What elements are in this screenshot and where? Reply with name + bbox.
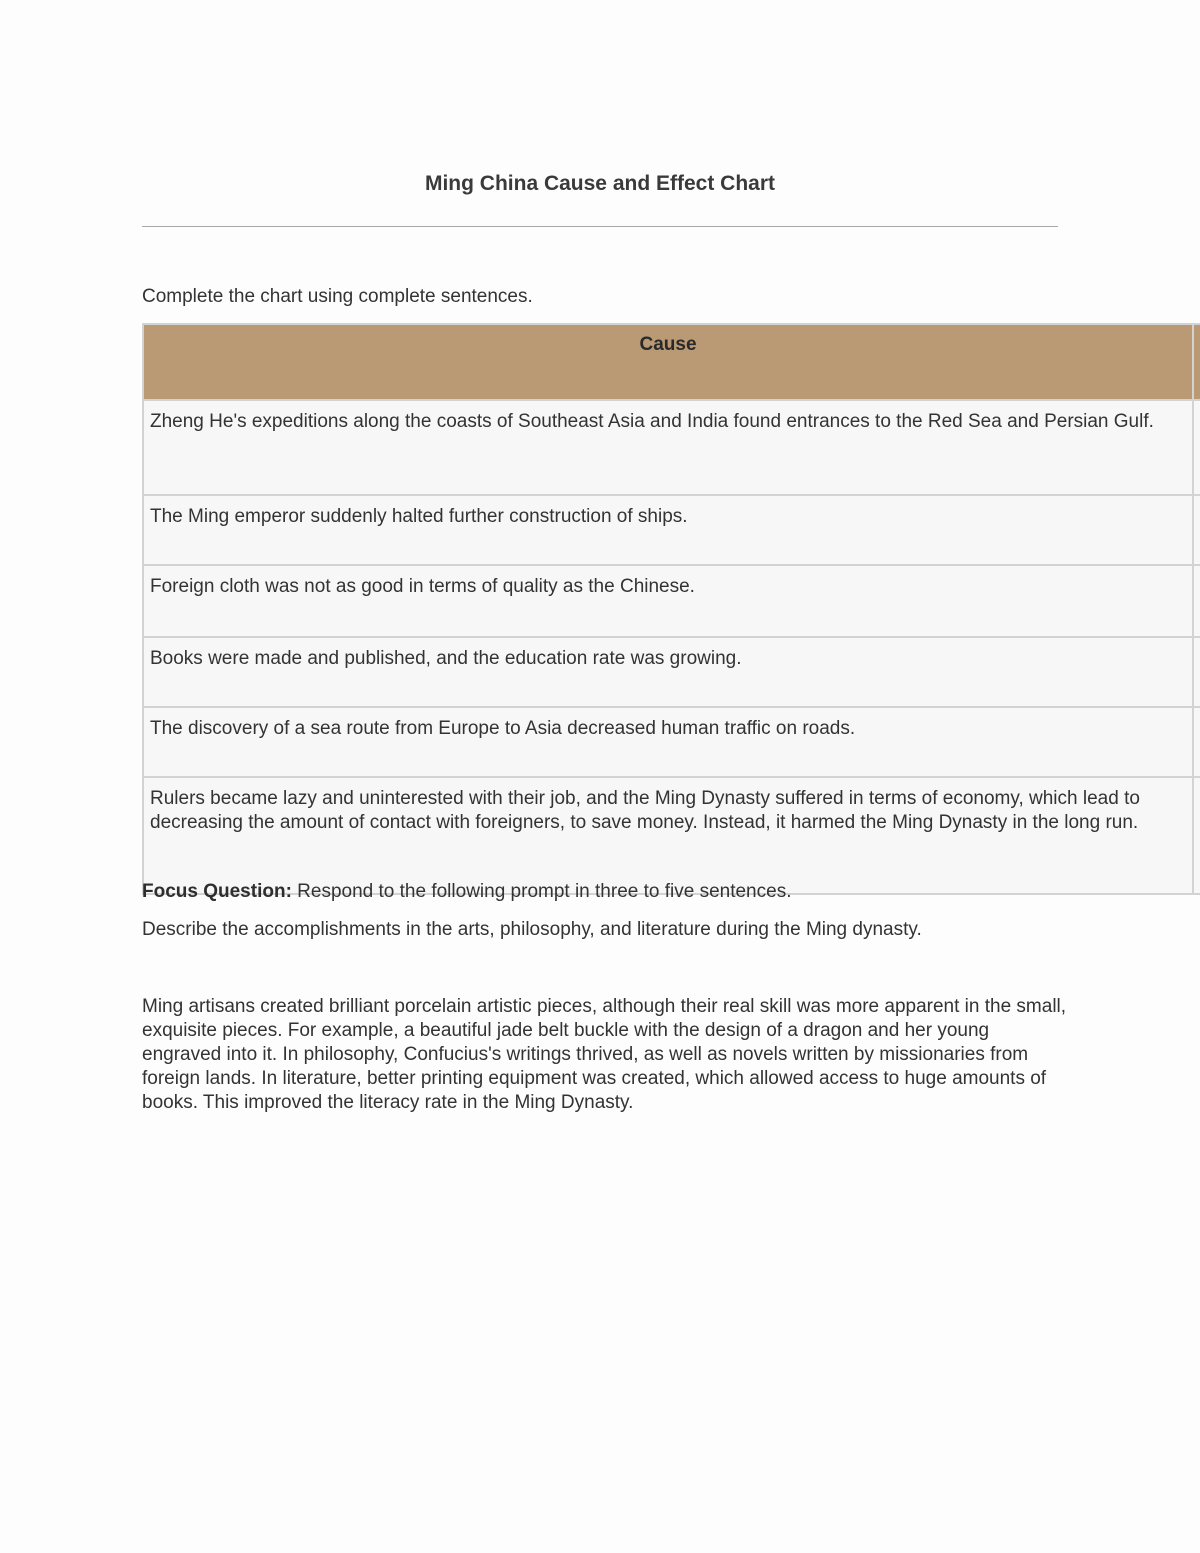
table-header-row — [143, 324, 1200, 400]
effect-cell[interactable] — [1193, 495, 1200, 565]
focus-prompt: Describe the accomplishments in the arts, philosophy, and literature during the Ming dynasty. — [142, 919, 922, 940]
table-row — [143, 637, 1200, 707]
cause-column-header: Cause — [143, 324, 1193, 400]
focus-question — [142, 881, 791, 903]
effect-cell[interactable] — [1193, 707, 1200, 777]
table-row — [143, 707, 1200, 777]
instructions-text: Complete the chart using complete sentences. — [142, 286, 533, 307]
cause-cell[interactable]: Foreign cloth was not as good in terms of quality as the Chinese. — [143, 565, 1193, 637]
table-row — [143, 565, 1200, 637]
answer-paragraph[interactable]: Ming artisans created brilliant porcelain artistic pieces, although their real skill was more apparent in the small, exquisite pieces. For example, a beautiful jade belt buckle with the design of a dragon and her young engraved into it. In philosophy, Confucius's writings thrived, as well as novels written by missionaries from foreign lands. In literature, better printing equipment was created, which allowed access to huge amounts of books. This improved the literacy rate in the Ming Dynasty. — [142, 996, 1067, 1113]
effect-column-header — [1193, 324, 1200, 400]
cause-cell[interactable]: The discovery of a sea route from Europe to Asia decreased human traffic on roads. — [143, 707, 1193, 777]
effect-cell[interactable] — [1193, 400, 1200, 495]
effect-cell[interactable] — [1193, 777, 1200, 894]
focus-question-text: Respond to the following prompt in three to five sentences. — [291, 881, 792, 902]
focus-question-label: Focus Question: — [142, 881, 292, 902]
cause-cell[interactable]: Rulers became lazy and uninterested with their job, and the Ming Dynasty suffered in terms of economy, which lead to decreasing the amount of contact with foreigners, to save money. Instead, it harmed the Ming Dynasty in the long run. — [143, 777, 1193, 894]
cause-cell[interactable]: Zheng He's expeditions along the coasts of Southeast Asia and India found entrances to the Red Sea and Persian Gulf. — [143, 400, 1193, 495]
title-divider — [142, 226, 1058, 227]
cause-cell[interactable]: The Ming emperor suddenly halted further construction of ships. — [143, 495, 1193, 565]
cause-cell[interactable]: Books were made and published, and the education rate was growing. — [143, 637, 1193, 707]
cause-effect-table — [142, 323, 1200, 895]
effect-cell[interactable] — [1193, 637, 1200, 707]
table-row — [143, 495, 1200, 565]
page-title: Ming China Cause and Effect Chart — [424, 172, 776, 195]
table-row — [143, 777, 1200, 894]
effect-cell[interactable] — [1193, 565, 1200, 637]
table-row — [143, 400, 1200, 495]
